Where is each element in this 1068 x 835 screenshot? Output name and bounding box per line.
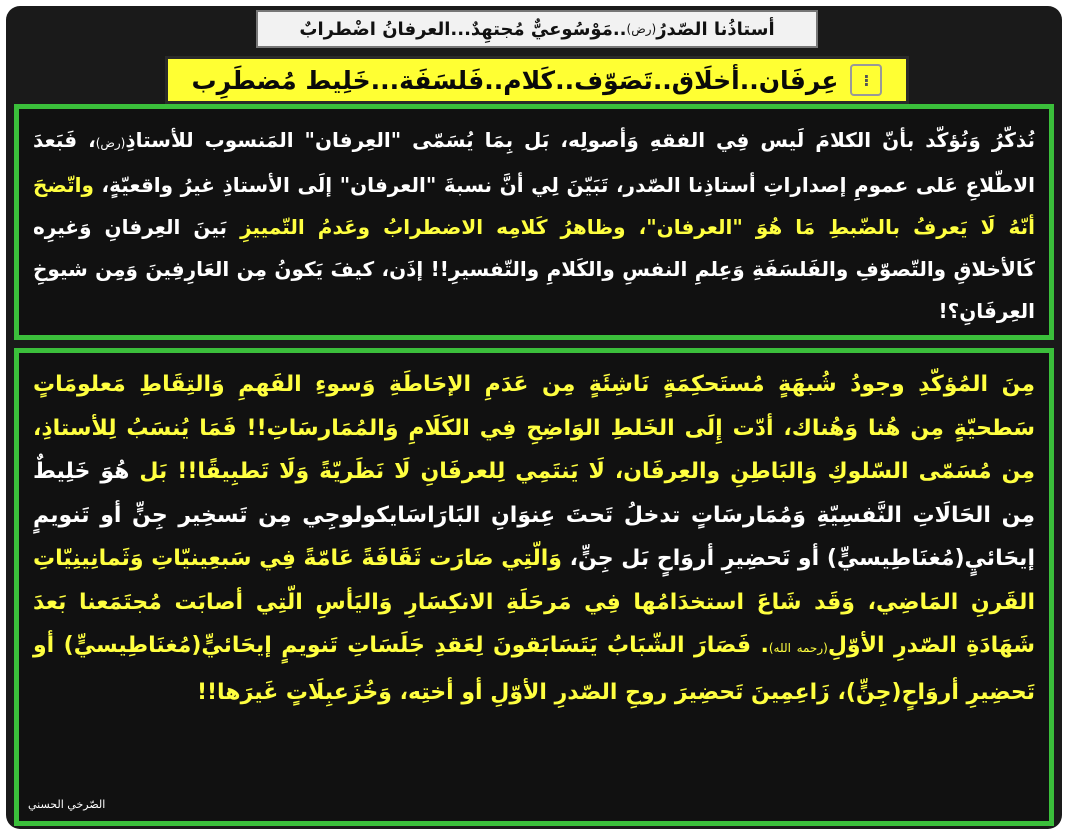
- author-signature: الصّرخي الحسني: [28, 798, 106, 811]
- intro-s2: ، فَبَعدَ الاطّلاعِ عَلى عمومِ إصداراتِ أستاذِنا الصّدر، تَبَيّنَ لِي أنَّ نسبةَ "العرفان" إلَى الأستاذِ غيرُ واقعيّةٍ،: [33, 128, 1035, 197]
- main-panel: [14, 348, 1054, 826]
- title-rz: (رض): [626, 22, 657, 36]
- subtitle-banner: [165, 56, 909, 104]
- intro-paragraph: [33, 119, 1035, 332]
- info-box-icon: ⁝: [850, 64, 882, 96]
- main-s5: فَصَارَ الشّبَابُ يَتَسَابَقونَ لِعَقدِ جَلَسَاتِ تَنويمٍ إيحَائيٍّ(مُغنَاطِيسيٍّ) أو تَحضِيرِ أروَاحٍ(جِنٍّ)، زَاعِمِينَ تَحضِيرَ روحِ الصّدرِ الأوّلِ أو أختِه، وَخُزَعبِلَاتٍ غَيرَها!!: [33, 633, 1035, 705]
- title-part2: ..مَوْسُوعيٌّ مُجتهِدٌ...العرفانُ اضْطرابٌ: [299, 18, 627, 40]
- main-s3: وَالّتِي صَارَت ثَقَافَةً عَامّةً فِي سَبعِينيّاتِ وَثَمانِينِيّاتِ القَرنِ المَاضِي، وَقَد شَاعَ استخدَامُها فِي مَرحَلَةِ الانكِسَارِ وَاليَأسِ الّتِي أصابَت مُجتَمَعنا بَعدَ شَهَادَةِ الصّدرِ الأوّلِ: [33, 546, 1035, 658]
- main-s4: .: [751, 633, 769, 658]
- intro-s4: بَينَ العِرفانِ وَغيرِه كَالأخلاقِ والتّصوّفِ والفَلسَفَةِ وَعِلمِ النفسِ والكَلامِ والتّفسيرِ!! إذَن، كيفَ يَكونُ مِن العَارِفِينَ وَمِن شيوخِ العِرفَانِ؟!: [33, 215, 1035, 323]
- page-title: [256, 10, 818, 48]
- main-rh: (رحمه الله): [768, 641, 828, 655]
- main-paragraph: [33, 363, 1035, 714]
- intro-s3: واتّضحَ أنّهُ لَا يَعرفُ بالضّبطِ مَا هُوَ "العرفان"، وظاهرُ كَلامِه الاضطرابُ وعَدمُ التّمييزِ: [33, 173, 1036, 239]
- subtitle-text: عِرفَان..أخلَاق..تَصَوّف..كَلام..فَلسَفَة...خَلِيط مُضطَرِب: [191, 65, 839, 95]
- intro-s1: نُذكّرُ وَنُؤكّد بأنّ الكلامَ لَيس فِي الفقهِ وَأصولِه، بَل بِمَا يُسَمّى "العِرفان" المَنسوب للأستاذِ: [125, 128, 1035, 152]
- main-s1: مِنَ المُؤكّدِ وجودُ شُبهَةٍ مُستَحكِمَةٍ نَاشِئَةٍ مِن عَدَمِ الإحَاطَةِ وَسوءِ الفَهمِ وَالتِقَاطِ مَعلومَاتٍ سَطحيّةٍ مِن هُنا وَهُناك، أدّت إِلَى الخَلطِ الوَاضِحِ فِي الكَلَامِ وَالمُمَارسَاتِ!! فَمَا يُنسَبُ لِلأستاذِ، مِن مُسَمّى السّلوكِ وَالبَاطِنِ والعِرفَان، لَا يَنتَمِي لِلعرفَانِ لَا نَظَريّةً وَلَا تَطبِيقًا!! بَل: [33, 372, 1035, 484]
- intro-panel: [14, 104, 1054, 340]
- intro-rz: (رض): [95, 136, 126, 150]
- main-s2: هُوَ خَلِيطٌ مِن الحَالَاتِ النَّفسِيّةِ وَمُمَارسَاتٍ تدخلُ تَحتَ عِنوَانِ البَارَاسَايكولوجِي مِن تَسخِير جِنٍّ أو تَنويمٍ إيحَائيٍ(مُغنَاطِيسيٍّ) أو تَحضِيرِ أروَاحٍ بَل جِنٍّ،: [33, 459, 1035, 571]
- title-part1: أستاذُنا الصّدرُ: [656, 18, 775, 40]
